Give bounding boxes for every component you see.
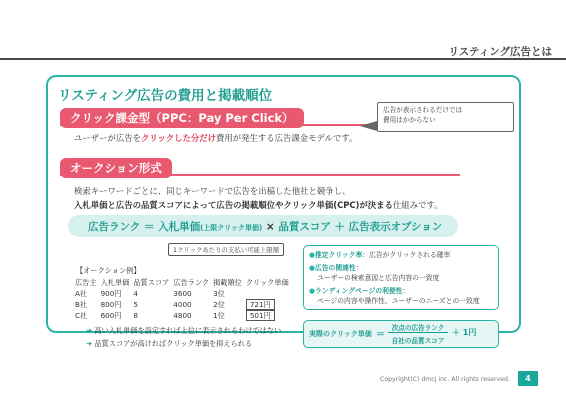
formula-quality: 品質スコア — [278, 221, 331, 233]
table-cell: 5 — [133, 300, 138, 309]
ad-rank-formula — [88, 219, 442, 234]
actual-cpc-numerator: 次点の広告ランク — [391, 324, 445, 332]
table-cell: 3600 — [173, 289, 192, 298]
table-row — [75, 288, 293, 299]
factor-desc: ： — [402, 287, 410, 295]
slide-footer — [0, 368, 566, 400]
arrow-right-icon: ➜ — [86, 326, 93, 335]
table-row — [75, 299, 293, 310]
formula-extension: 広告表示オプション — [348, 221, 443, 233]
copyright: Copyright(C) dmcj inc. All rights reserved. — [380, 376, 510, 383]
bullet-icon: ● — [309, 264, 315, 272]
page-number: 4 — [518, 371, 538, 386]
formula-eq: ＝ — [143, 221, 155, 233]
table-cell — [246, 288, 293, 299]
actual-cpc-label: 実際のクリック単価 — [309, 330, 372, 338]
actual-cpc-denominator: 自社の品質スコア — [391, 337, 445, 345]
factor-title: 推定クリック率 — [314, 251, 363, 259]
table-header: 入札単価 — [100, 277, 130, 287]
table-cell — [246, 299, 293, 310]
table-cell: 800円 — [100, 299, 122, 309]
table-cell: 3位 — [213, 288, 225, 298]
actual-cpc-eq: ＝ — [376, 330, 386, 340]
ppc-heading: クリック課金型（PPC：Pay Per Click） — [60, 108, 304, 128]
arrow-right-icon: ➜ — [86, 339, 93, 348]
table-cell: 600円 — [100, 310, 122, 320]
formula-bid-note: (上限クリック単価) — [200, 224, 263, 232]
table-cell: 900円 — [100, 288, 122, 298]
fraction-line — [388, 332, 448, 333]
table-cell: 4000 — [173, 300, 192, 309]
cpc-value: 501円 — [246, 310, 275, 321]
callout-tail — [360, 121, 377, 131]
auction-desc-suffix: 仕組みです。 — [392, 200, 443, 210]
actual-cpc-plus: ＋ 1円 — [452, 328, 477, 337]
formula-bid: 入札単価 — [158, 221, 201, 233]
table-header: 品質スコア — [133, 277, 170, 287]
bullet-icon: ● — [309, 251, 315, 259]
table-cell — [246, 310, 293, 321]
formula-times: × — [265, 221, 275, 233]
ppc-desc-suffix: 費用が発生する広告課金モデルです。 — [216, 133, 358, 143]
table-cell: 2位 — [213, 299, 225, 309]
table-cell: 1位 — [213, 310, 225, 320]
table-header: 広告主 — [75, 277, 97, 287]
factor-desc: ：広告がクリックされる確率 — [362, 251, 451, 259]
table-cell: 8 — [133, 311, 138, 320]
table-header: クリック単価 — [245, 277, 289, 287]
example-note-1 — [86, 326, 281, 336]
auction-example-table — [75, 277, 293, 321]
bid-note: 1クリックあたりの支払い可能上限額 — [168, 243, 284, 256]
factor-detail: ユーザーの検索意図と広告内容の一致度 — [317, 274, 440, 282]
factor-detail: ページの内容や操作性、ユーザーのニーズとの一致度 — [317, 297, 480, 305]
header-rule — [0, 58, 566, 60]
factor-title: ランディングページの利便性 — [314, 287, 403, 295]
ppc-description — [74, 132, 357, 144]
auction-heading: オークション形式 — [60, 158, 172, 178]
table-row — [75, 310, 293, 321]
ppc-desc-prefix: ユーザーが広告を — [74, 133, 141, 143]
factor-title: 広告の関連性 — [314, 264, 356, 272]
header-title: リスティング広告とは — [448, 46, 552, 58]
note-text: 品質スコアが高ければクリック単価を抑えられる — [94, 339, 253, 348]
bullet-icon: ● — [309, 287, 315, 295]
table-cell: B社 — [75, 299, 88, 309]
main-title: リスティング広告の費用と掲載順位 — [58, 88, 273, 104]
table-cell: A社 — [75, 288, 88, 298]
factor-item — [309, 285, 409, 295]
table-header: 広告ランク — [173, 277, 210, 287]
table-cell: 4 — [133, 289, 138, 298]
ppc-desc-highlight: クリックした分だけ — [141, 133, 217, 143]
table-cell: 4800 — [173, 311, 192, 320]
factor-desc: ： — [355, 264, 363, 272]
formula-plus: ＋ — [334, 221, 346, 233]
factor-item — [309, 249, 450, 259]
cpc-value: 721円 — [246, 299, 275, 310]
auction-desc-line1: 検索キーワードごとに、同じキーワードで広告を出稿した他社と競争し、 — [74, 186, 351, 196]
table-header: 掲載順位 — [213, 277, 242, 287]
example-note-2 — [86, 339, 252, 349]
table-header-row — [75, 277, 293, 288]
example-title: 【オークション例】 — [76, 266, 141, 275]
auction-desc-line2 — [74, 199, 442, 211]
auction-desc-highlight: 入札単価と広告の品質スコアによって広告の掲載順位やクリック単価(CPC)が決まる — [74, 200, 393, 210]
ppc-callout: 広告が表示されるだけでは 費用はかからない — [377, 102, 514, 132]
factor-item — [309, 262, 363, 272]
table-cell: C社 — [75, 310, 88, 320]
formula-rank: 広告ランク — [88, 221, 141, 233]
note-text: 高い入札単価を設定すれば上位に表示されるわけではない — [94, 326, 282, 335]
